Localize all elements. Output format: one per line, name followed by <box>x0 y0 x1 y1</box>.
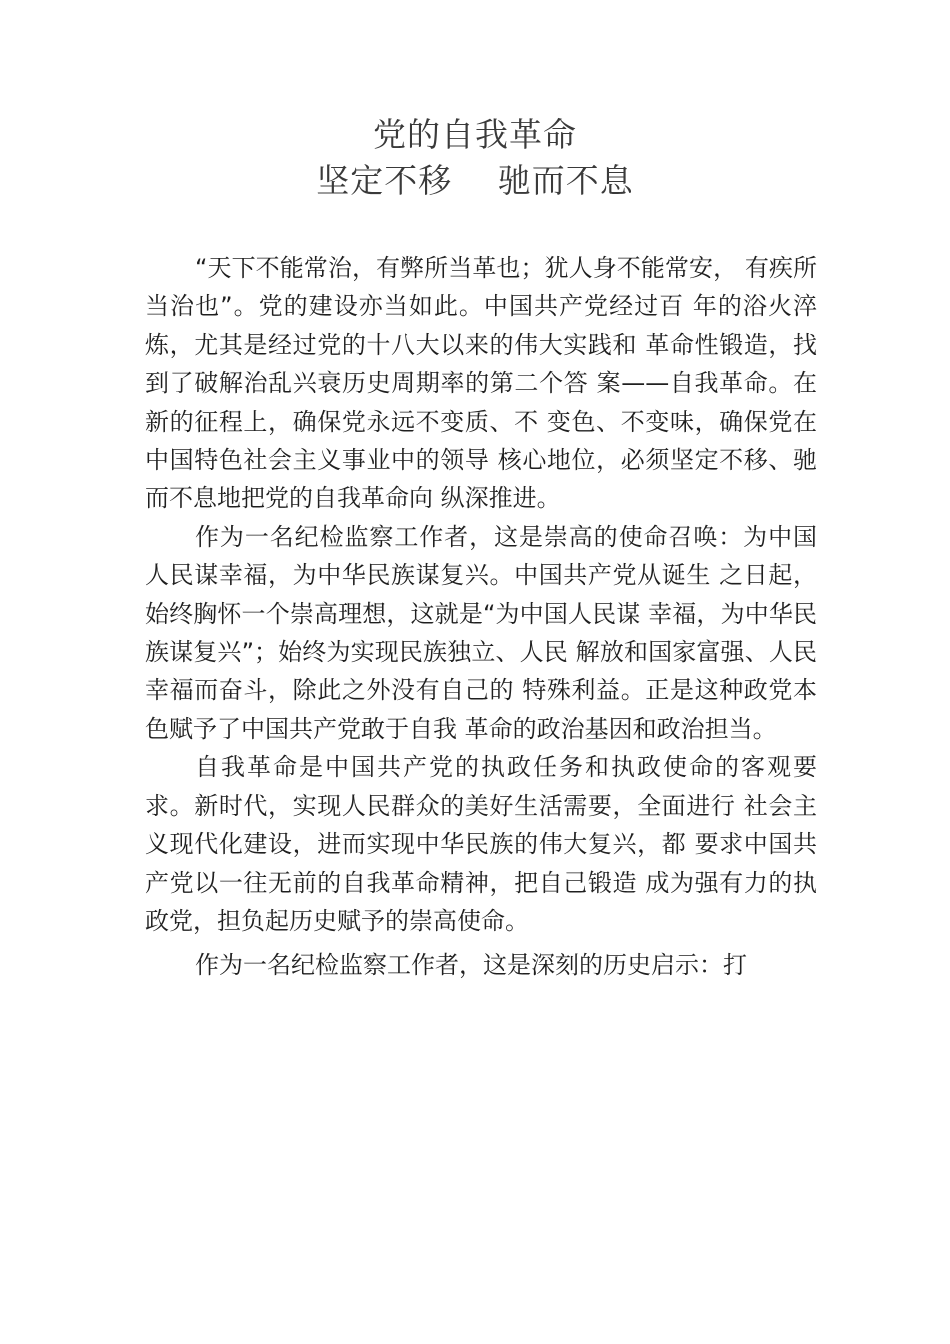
paragraph-2: 作为一名纪检监察工作者，这是崇高的使命召唤：为中国人民谋幸福，为中华民族谋复兴。中国共产党从诞生 之日起，始终胸怀一个崇高理想，这就是“为中国人民谋 幸福，为中华民族谋复兴”；始终为实现民族独立、人民 解放和国家富强、人民幸福而奋斗，除此之外没有自己的 特殊利益。正是这种政党本色赋予了中国共产党敢于自我 革命的政治基因和政治担当。 <box>145 522 817 743</box>
paragraph-3: 自我革命是中国共产党的执政任务和执政使命的客观要求。新时代，实现人民群众的美好生活需要，全面进行 社会主义现代化建设，进而实现中华民族的伟大复兴，都 要求中国共产党以一往无前的自我革命精神，把自己锻造 成为强有力的执政党，担负起历史赋予的崇高使命。 <box>145 753 817 935</box>
paragraph-4: 作为一名纪检监察工作者，这是深刻的历史启示：打 <box>195 951 747 980</box>
title-line-2: 坚定不移 驰而不息 <box>316 161 634 200</box>
paragraph-1: “天下不能常治，有弊所当革也；犹人身不能常安， 有疾所当治也”。党的建设亦当如此。中国共产党经过百 年的浴火淬炼，尤其是经过党的十八大以来的伟大实践和 革命性锻造，找到了破解治乱兴衰历史周期率的第二个答 案——自我革命。在新的征程上，确保党永远不变质、不 变色、不变味，确保党在中国特色社会主义事业中的领导 核心地位，必须坚定不移、驰而不息地把党的自我革命向 纵深推进。 <box>145 254 817 513</box>
document-body <box>145 249 817 985</box>
title-line-1: 党的自我革命 <box>373 115 577 154</box>
document-title <box>0 112 950 204</box>
